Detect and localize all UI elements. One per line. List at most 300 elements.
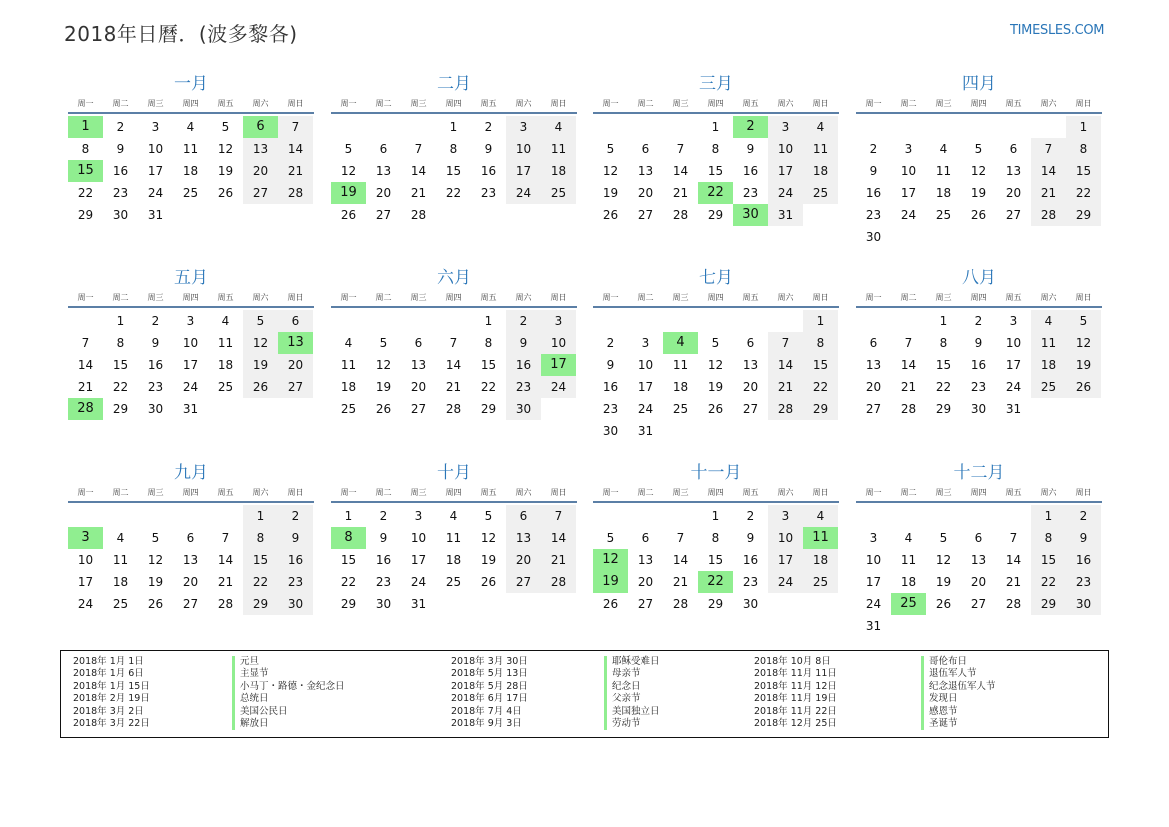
day-cell[interactable]: 13 <box>742 358 759 372</box>
day-cell[interactable]: 17 <box>506 160 541 182</box>
day-cell[interactable]: 12 <box>602 164 619 178</box>
day-cell[interactable]: 20 <box>1005 186 1022 200</box>
holiday-day-cell[interactable]: 22 <box>698 571 733 593</box>
day-cell[interactable]: 22 <box>1031 571 1066 593</box>
day-cell[interactable]: 23 <box>506 376 541 398</box>
day-cell[interactable]: 26 <box>970 208 987 222</box>
day-cell[interactable]: 19 <box>707 380 724 394</box>
day-cell[interactable]: 15 <box>243 549 278 571</box>
day-cell[interactable]: 25 <box>340 402 357 416</box>
day-cell[interactable]: 26 <box>480 575 497 589</box>
day-cell[interactable]: 20 <box>375 186 392 200</box>
day-cell[interactable]: 8 <box>116 336 125 350</box>
day-cell[interactable]: 4 <box>221 314 230 328</box>
day-cell[interactable]: 7 <box>676 531 685 545</box>
day-cell[interactable]: 18 <box>900 575 917 589</box>
day-cell[interactable]: 30 <box>1066 593 1101 615</box>
day-cell[interactable]: 27 <box>278 376 313 398</box>
day-cell[interactable]: 6 <box>1009 142 1018 156</box>
day-cell[interactable]: 19 <box>147 575 164 589</box>
day-cell[interactable]: 5 <box>151 531 160 545</box>
day-cell[interactable]: 9 <box>151 336 160 350</box>
day-cell[interactable]: 27 <box>637 208 654 222</box>
day-cell[interactable]: 29 <box>112 402 129 416</box>
day-cell[interactable]: 18 <box>803 160 838 182</box>
day-cell[interactable]: 8 <box>803 332 838 354</box>
day-cell[interactable]: 14 <box>278 138 313 160</box>
day-cell[interactable]: 19 <box>602 186 619 200</box>
day-cell[interactable]: 28 <box>1005 597 1022 611</box>
day-cell[interactable]: 27 <box>506 571 541 593</box>
day-cell[interactable]: 8 <box>939 336 948 350</box>
day-cell[interactable]: 21 <box>672 186 689 200</box>
day-cell[interactable]: 1 <box>1066 116 1101 138</box>
day-cell[interactable]: 24 <box>865 597 882 611</box>
day-cell[interactable]: 12 <box>340 164 357 178</box>
day-cell[interactable]: 3 <box>541 310 576 332</box>
day-cell[interactable]: 8 <box>449 142 458 156</box>
day-cell[interactable]: 11 <box>803 138 838 160</box>
holiday-day-cell[interactable]: 13 <box>278 332 313 354</box>
day-cell[interactable]: 2 <box>869 142 878 156</box>
day-cell[interactable]: 11 <box>182 142 199 156</box>
day-cell[interactable]: 13 <box>506 527 541 549</box>
day-cell[interactable]: 23 <box>742 575 759 589</box>
day-cell[interactable]: 4 <box>939 142 948 156</box>
holiday-day-cell[interactable]: 4 <box>663 332 698 354</box>
day-cell[interactable]: 31 <box>182 402 199 416</box>
day-cell[interactable]: 13 <box>1005 164 1022 178</box>
day-cell[interactable]: 6 <box>186 531 195 545</box>
day-cell[interactable]: 28 <box>278 182 313 204</box>
day-cell[interactable]: 17 <box>410 553 427 567</box>
day-cell[interactable]: 17 <box>768 160 803 182</box>
day-cell[interactable]: 20 <box>637 575 654 589</box>
day-cell[interactable]: 20 <box>243 160 278 182</box>
day-cell[interactable]: 27 <box>1005 208 1022 222</box>
day-cell[interactable]: 6 <box>974 531 983 545</box>
day-cell[interactable]: 26 <box>340 208 357 222</box>
day-cell[interactable]: 17 <box>865 575 882 589</box>
day-cell[interactable]: 31 <box>637 424 654 438</box>
day-cell[interactable]: 5 <box>344 142 353 156</box>
day-cell[interactable]: 14 <box>900 358 917 372</box>
holiday-day-cell[interactable]: 11 <box>803 527 838 549</box>
day-cell[interactable]: 9 <box>116 142 125 156</box>
day-cell[interactable]: 3 <box>768 116 803 138</box>
day-cell[interactable]: 26 <box>243 376 278 398</box>
day-cell[interactable]: 11 <box>541 138 576 160</box>
day-cell[interactable]: 18 <box>935 186 952 200</box>
holiday-day-cell[interactable]: 28 <box>68 398 103 420</box>
day-cell[interactable]: 2 <box>278 505 313 527</box>
day-cell[interactable]: 25 <box>935 208 952 222</box>
day-cell[interactable]: 30 <box>742 597 759 611</box>
day-cell[interactable]: 5 <box>243 310 278 332</box>
day-cell[interactable]: 10 <box>541 332 576 354</box>
day-cell[interactable]: 7 <box>768 332 803 354</box>
day-cell[interactable]: 17 <box>77 575 94 589</box>
day-cell[interactable]: 31 <box>865 619 882 633</box>
day-cell[interactable]: 29 <box>340 597 357 611</box>
day-cell[interactable]: 16 <box>278 549 313 571</box>
day-cell[interactable]: 26 <box>147 597 164 611</box>
day-cell[interactable]: 11 <box>445 531 462 545</box>
day-cell[interactable]: 1 <box>711 120 720 134</box>
day-cell[interactable]: 3 <box>768 505 803 527</box>
day-cell[interactable]: 21 <box>278 160 313 182</box>
day-cell[interactable]: 31 <box>147 208 164 222</box>
day-cell[interactable]: 25 <box>672 402 689 416</box>
day-cell[interactable]: 8 <box>243 527 278 549</box>
day-cell[interactable]: 12 <box>147 553 164 567</box>
day-cell[interactable]: 31 <box>1005 402 1022 416</box>
day-cell[interactable]: 28 <box>541 571 576 593</box>
day-cell[interactable]: 14 <box>672 553 689 567</box>
day-cell[interactable]: 28 <box>1031 204 1066 226</box>
day-cell[interactable]: 21 <box>768 376 803 398</box>
day-cell[interactable]: 10 <box>147 142 164 156</box>
day-cell[interactable]: 14 <box>217 553 234 567</box>
day-cell[interactable]: 24 <box>77 597 94 611</box>
day-cell[interactable]: 25 <box>541 182 576 204</box>
day-cell[interactable]: 3 <box>904 142 913 156</box>
day-cell[interactable]: 26 <box>217 186 234 200</box>
day-cell[interactable]: 15 <box>1066 160 1101 182</box>
day-cell[interactable]: 14 <box>672 164 689 178</box>
day-cell[interactable]: 28 <box>445 402 462 416</box>
day-cell[interactable]: 22 <box>1066 182 1101 204</box>
day-cell[interactable]: 14 <box>445 358 462 372</box>
day-cell[interactable]: 1 <box>939 314 948 328</box>
day-cell[interactable]: 30 <box>278 593 313 615</box>
day-cell[interactable]: 23 <box>112 186 129 200</box>
day-cell[interactable]: 24 <box>410 575 427 589</box>
day-cell[interactable]: 23 <box>742 186 759 200</box>
day-cell[interactable]: 10 <box>182 336 199 350</box>
day-cell[interactable]: 18 <box>1031 354 1066 376</box>
day-cell[interactable]: 20 <box>506 549 541 571</box>
day-cell[interactable]: 2 <box>379 509 388 523</box>
day-cell[interactable]: 22 <box>112 380 129 394</box>
day-cell[interactable]: 21 <box>541 549 576 571</box>
day-cell[interactable]: 6 <box>379 142 388 156</box>
day-cell[interactable]: 5 <box>939 531 948 545</box>
day-cell[interactable]: 17 <box>147 164 164 178</box>
day-cell[interactable]: 7 <box>541 505 576 527</box>
day-cell[interactable]: 20 <box>865 380 882 394</box>
day-cell[interactable]: 30 <box>375 597 392 611</box>
day-cell[interactable]: 16 <box>147 358 164 372</box>
day-cell[interactable]: 5 <box>379 336 388 350</box>
day-cell[interactable]: 19 <box>375 380 392 394</box>
day-cell[interactable]: 29 <box>1066 204 1101 226</box>
day-cell[interactable]: 19 <box>243 354 278 376</box>
day-cell[interactable]: 7 <box>1031 138 1066 160</box>
day-cell[interactable]: 22 <box>445 186 462 200</box>
day-cell[interactable]: 29 <box>77 208 94 222</box>
day-cell[interactable]: 31 <box>768 204 803 226</box>
day-cell[interactable]: 11 <box>900 553 917 567</box>
day-cell[interactable]: 24 <box>768 571 803 593</box>
day-cell[interactable]: 17 <box>637 380 654 394</box>
day-cell[interactable]: 16 <box>112 164 129 178</box>
day-cell[interactable]: 18 <box>672 380 689 394</box>
day-cell[interactable]: 29 <box>480 402 497 416</box>
day-cell[interactable]: 29 <box>1031 593 1066 615</box>
day-cell[interactable]: 7 <box>221 531 230 545</box>
day-cell[interactable]: 16 <box>970 358 987 372</box>
day-cell[interactable]: 9 <box>1066 527 1101 549</box>
holiday-day-cell[interactable]: 25 <box>891 593 926 615</box>
day-cell[interactable]: 2 <box>606 336 615 350</box>
day-cell[interactable]: 18 <box>803 549 838 571</box>
day-cell[interactable]: 13 <box>865 358 882 372</box>
day-cell[interactable]: 27 <box>865 402 882 416</box>
day-cell[interactable]: 25 <box>803 182 838 204</box>
day-cell[interactable]: 5 <box>711 336 720 350</box>
day-cell[interactable]: 28 <box>768 398 803 420</box>
day-cell[interactable]: 12 <box>707 358 724 372</box>
day-cell[interactable]: 7 <box>414 142 423 156</box>
day-cell[interactable]: 1 <box>116 314 125 328</box>
day-cell[interactable]: 30 <box>602 424 619 438</box>
day-cell[interactable]: 4 <box>904 531 913 545</box>
day-cell[interactable]: 10 <box>506 138 541 160</box>
day-cell[interactable]: 25 <box>1031 376 1066 398</box>
day-cell[interactable]: 19 <box>970 186 987 200</box>
day-cell[interactable]: 27 <box>375 208 392 222</box>
day-cell[interactable]: 16 <box>506 354 541 376</box>
holiday-day-cell[interactable]: 2 <box>733 116 768 138</box>
day-cell[interactable]: 18 <box>182 164 199 178</box>
day-cell[interactable]: 28 <box>672 597 689 611</box>
day-cell[interactable]: 8 <box>81 142 90 156</box>
day-cell[interactable]: 15 <box>112 358 129 372</box>
day-cell[interactable]: 29 <box>707 597 724 611</box>
day-cell[interactable]: 23 <box>602 402 619 416</box>
day-cell[interactable]: 18 <box>541 160 576 182</box>
day-cell[interactable]: 14 <box>541 527 576 549</box>
holiday-day-cell[interactable]: 6 <box>243 116 278 138</box>
day-cell[interactable]: 23 <box>375 575 392 589</box>
day-cell[interactable]: 27 <box>742 402 759 416</box>
day-cell[interactable]: 18 <box>112 575 129 589</box>
day-cell[interactable]: 10 <box>1005 336 1022 350</box>
day-cell[interactable]: 13 <box>243 138 278 160</box>
day-cell[interactable]: 31 <box>410 597 427 611</box>
day-cell[interactable]: 19 <box>217 164 234 178</box>
day-cell[interactable]: 16 <box>742 553 759 567</box>
day-cell[interactable]: 26 <box>602 208 619 222</box>
brand-logo-text[interactable]: TIMESLES.COM <box>1010 23 1105 38</box>
day-cell[interactable]: 12 <box>217 142 234 156</box>
holiday-day-cell[interactable]: 30 <box>733 204 768 226</box>
day-cell[interactable]: 16 <box>1066 549 1101 571</box>
day-cell[interactable]: 9 <box>506 332 541 354</box>
day-cell[interactable]: 3 <box>1009 314 1018 328</box>
day-cell[interactable]: 2 <box>151 314 160 328</box>
day-cell[interactable]: 12 <box>935 553 952 567</box>
day-cell[interactable]: 15 <box>1031 549 1066 571</box>
day-cell[interactable]: 10 <box>900 164 917 178</box>
day-cell[interactable]: 28 <box>217 597 234 611</box>
day-cell[interactable]: 8 <box>711 531 720 545</box>
day-cell[interactable]: 17 <box>900 186 917 200</box>
day-cell[interactable]: 7 <box>278 116 313 138</box>
day-cell[interactable]: 25 <box>112 597 129 611</box>
day-cell[interactable]: 7 <box>449 336 458 350</box>
day-cell[interactable]: 21 <box>77 380 94 394</box>
day-cell[interactable]: 30 <box>112 208 129 222</box>
day-cell[interactable]: 1 <box>344 509 353 523</box>
day-cell[interactable]: 4 <box>344 336 353 350</box>
day-cell[interactable]: 26 <box>935 597 952 611</box>
day-cell[interactable]: 22 <box>77 186 94 200</box>
day-cell[interactable]: 12 <box>1066 332 1101 354</box>
day-cell[interactable]: 3 <box>414 509 423 523</box>
day-cell[interactable]: 15 <box>935 358 952 372</box>
day-cell[interactable]: 24 <box>182 380 199 394</box>
day-cell[interactable]: 23 <box>865 208 882 222</box>
day-cell[interactable]: 3 <box>869 531 878 545</box>
day-cell[interactable]: 23 <box>147 380 164 394</box>
day-cell[interactable]: 2 <box>1066 505 1101 527</box>
day-cell[interactable]: 1 <box>1031 505 1066 527</box>
day-cell[interactable]: 27 <box>243 182 278 204</box>
day-cell[interactable]: 28 <box>410 208 427 222</box>
day-cell[interactable]: 1 <box>243 505 278 527</box>
day-cell[interactable]: 28 <box>672 208 689 222</box>
day-cell[interactable]: 12 <box>480 531 497 545</box>
day-cell[interactable]: 13 <box>637 553 654 567</box>
day-cell[interactable]: 26 <box>1066 376 1101 398</box>
day-cell[interactable]: 9 <box>278 527 313 549</box>
day-cell[interactable]: 25 <box>217 380 234 394</box>
day-cell[interactable]: 8 <box>1066 138 1101 160</box>
day-cell[interactable]: 4 <box>116 531 125 545</box>
day-cell[interactable]: 11 <box>340 358 357 372</box>
day-cell[interactable]: 12 <box>375 358 392 372</box>
day-cell[interactable]: 2 <box>506 310 541 332</box>
day-cell[interactable]: 22 <box>480 380 497 394</box>
holiday-day-cell[interactable]: 19 <box>593 571 628 593</box>
day-cell[interactable]: 21 <box>445 380 462 394</box>
day-cell[interactable]: 14 <box>410 164 427 178</box>
day-cell[interactable]: 9 <box>379 531 388 545</box>
day-cell[interactable]: 10 <box>865 553 882 567</box>
day-cell[interactable]: 30 <box>506 398 541 420</box>
day-cell[interactable]: 6 <box>869 336 878 350</box>
day-cell[interactable]: 17 <box>182 358 199 372</box>
holiday-day-cell[interactable]: 17 <box>541 354 576 376</box>
day-cell[interactable]: 2 <box>484 120 493 134</box>
day-cell[interactable]: 21 <box>900 380 917 394</box>
day-cell[interactable]: 5 <box>974 142 983 156</box>
day-cell[interactable]: 21 <box>410 186 427 200</box>
day-cell[interactable]: 4 <box>803 116 838 138</box>
day-cell[interactable]: 11 <box>112 553 129 567</box>
day-cell[interactable]: 23 <box>1066 571 1101 593</box>
day-cell[interactable]: 12 <box>243 332 278 354</box>
day-cell[interactable]: 25 <box>803 571 838 593</box>
day-cell[interactable]: 23 <box>278 571 313 593</box>
day-cell[interactable]: 5 <box>606 142 615 156</box>
day-cell[interactable]: 12 <box>970 164 987 178</box>
day-cell[interactable]: 10 <box>768 138 803 160</box>
day-cell[interactable]: 25 <box>182 186 199 200</box>
day-cell[interactable]: 11 <box>217 336 234 350</box>
day-cell[interactable]: 5 <box>1066 310 1101 332</box>
day-cell[interactable]: 17 <box>1005 358 1022 372</box>
day-cell[interactable]: 23 <box>970 380 987 394</box>
day-cell[interactable]: 6 <box>414 336 423 350</box>
day-cell[interactable]: 11 <box>672 358 689 372</box>
day-cell[interactable]: 22 <box>803 376 838 398</box>
day-cell[interactable]: 26 <box>375 402 392 416</box>
day-cell[interactable]: 8 <box>1031 527 1066 549</box>
day-cell[interactable]: 20 <box>637 186 654 200</box>
day-cell[interactable]: 6 <box>641 531 650 545</box>
day-cell[interactable]: 15 <box>707 553 724 567</box>
day-cell[interactable]: 20 <box>742 380 759 394</box>
day-cell[interactable]: 4 <box>449 509 458 523</box>
day-cell[interactable]: 9 <box>869 164 878 178</box>
day-cell[interactable]: 29 <box>803 398 838 420</box>
day-cell[interactable]: 27 <box>410 402 427 416</box>
day-cell[interactable]: 19 <box>480 553 497 567</box>
day-cell[interactable]: 5 <box>221 120 230 134</box>
day-cell[interactable]: 25 <box>445 575 462 589</box>
day-cell[interactable]: 18 <box>340 380 357 394</box>
day-cell[interactable]: 16 <box>865 186 882 200</box>
day-cell[interactable]: 11 <box>935 164 952 178</box>
day-cell[interactable]: 10 <box>410 531 427 545</box>
day-cell[interactable]: 2 <box>746 509 755 523</box>
day-cell[interactable]: 15 <box>340 553 357 567</box>
day-cell[interactable]: 7 <box>1009 531 1018 545</box>
day-cell[interactable]: 9 <box>746 142 755 156</box>
holiday-day-cell[interactable]: 22 <box>698 182 733 204</box>
day-cell[interactable]: 15 <box>445 164 462 178</box>
day-cell[interactable]: 30 <box>865 230 882 244</box>
day-cell[interactable]: 1 <box>711 509 720 523</box>
day-cell[interactable]: 20 <box>182 575 199 589</box>
day-cell[interactable]: 16 <box>742 164 759 178</box>
day-cell[interactable]: 20 <box>410 380 427 394</box>
day-cell[interactable]: 13 <box>970 553 987 567</box>
day-cell[interactable]: 11 <box>1031 332 1066 354</box>
day-cell[interactable]: 27 <box>182 597 199 611</box>
holiday-day-cell[interactable]: 12 <box>593 549 628 571</box>
day-cell[interactable]: 22 <box>243 571 278 593</box>
day-cell[interactable]: 4 <box>1031 310 1066 332</box>
day-cell[interactable]: 28 <box>900 402 917 416</box>
day-cell[interactable]: 5 <box>484 509 493 523</box>
day-cell[interactable]: 24 <box>1005 380 1022 394</box>
day-cell[interactable]: 19 <box>935 575 952 589</box>
day-cell[interactable]: 13 <box>410 358 427 372</box>
holiday-day-cell[interactable]: 1 <box>68 116 103 138</box>
day-cell[interactable]: 16 <box>480 164 497 178</box>
day-cell[interactable]: 24 <box>900 208 917 222</box>
day-cell[interactable]: 2 <box>974 314 983 328</box>
day-cell[interactable]: 18 <box>217 358 234 372</box>
day-cell[interactable]: 13 <box>637 164 654 178</box>
day-cell[interactable]: 24 <box>541 376 576 398</box>
day-cell[interactable]: 21 <box>1031 182 1066 204</box>
day-cell[interactable]: 8 <box>711 142 720 156</box>
